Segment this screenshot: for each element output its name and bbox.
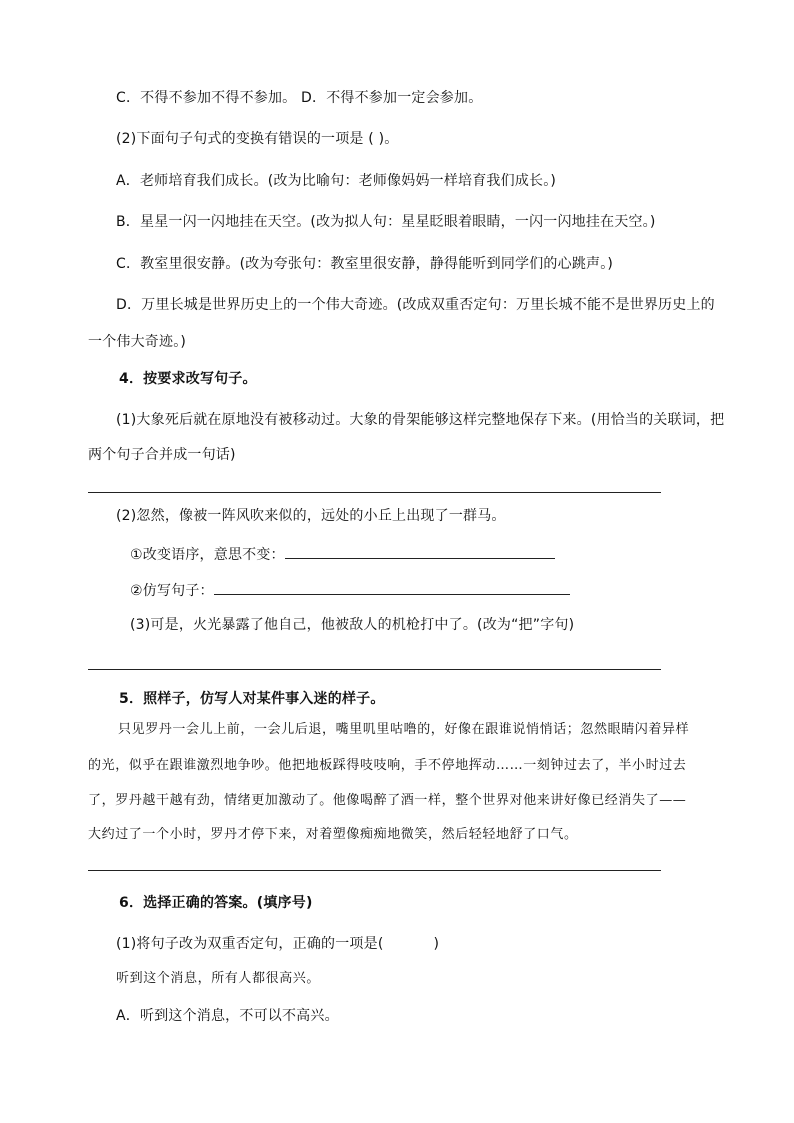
q4-2-sub2 xyxy=(130,580,570,600)
q5-title: 5．照样子，仿写人对某件事入迷的样子。 xyxy=(119,691,385,707)
q3-2-option-a: A．老师培育我们成长。(改为比喻句：老师像妈妈一样培育我们成长。) xyxy=(116,173,557,189)
q3-2-option-d-line2: 一个伟大奇迹。) xyxy=(88,334,187,350)
q6-1-option-a: A．听到这个消息，不可以不高兴。 xyxy=(116,1008,339,1024)
q6-1-stem xyxy=(116,935,439,953)
q4-2-sub1-blank[interactable] xyxy=(285,544,555,559)
q4-1-line1: (1)大象死后就在原地没有被移动过。大象的骨架能够这样完整地保存下来。(用恰当的关联词，把 xyxy=(116,412,725,428)
q4-1-line2: 两个句子合并成一句话) xyxy=(88,447,236,463)
q3-options-c-d: C．不得不参加不得不参加。 D．不得不参加一定会参加。 xyxy=(116,90,483,106)
q4-3-answer-line[interactable] xyxy=(88,669,661,670)
q5-passage-line1: 只见罗丹一会儿上前，一会儿后退，嘴里叽里咕噜的，好像在跟谁说悄悄话；忽然眼睛闪着异样 xyxy=(118,722,690,737)
q3-2-stem: (2)下面句子句式的变换有错误的一项是 ( )。 xyxy=(116,131,399,147)
q4-2-sub1 xyxy=(130,544,555,564)
q4-2-sub1-label: ①改变语序，意思不变： xyxy=(130,547,285,563)
q3-2-option-d-line1: D．万里长城是世界历史上的一个伟大奇迹。(改成双重否定句：万里长城不能不是世界历史上的 xyxy=(116,297,715,313)
q5-passage-line3: 了，罗丹越干越有劲，情绪更加激动了。他像喝醉了酒一样，整个世界对他来讲好像已经消失了—— xyxy=(88,793,687,808)
q4-2-sub2-label: ②仿写句子： xyxy=(130,583,214,599)
q4-2-stem: (2)忽然，像被一阵风吹来似的，远处的小丘上出现了一群马。 xyxy=(116,508,506,524)
q4-title: 4．按要求改写句子。 xyxy=(119,371,257,387)
q5-answer-line[interactable] xyxy=(88,870,661,871)
q6-1-sentence: 听到这个消息，所有人都很高兴。 xyxy=(116,971,321,986)
q6-1-stem-text: (1)将句子改为双重否定句，正确的一项是( xyxy=(116,936,384,952)
q6-title: 6．选择正确的答案。(填序号) xyxy=(119,895,313,911)
q4-2-sub2-blank[interactable] xyxy=(214,580,570,595)
q5-passage-line4: 大约过了一个小时，罗丹才停下来，对着塑像痴痴地微笑，然后轻轻地舒了口气。 xyxy=(88,827,578,842)
q3-2-option-c: C．教室里很安静。(改为夸张句：教室里很安静，静得能听到同学们的心跳声。) xyxy=(116,256,614,272)
q6-1-stem-close: ) xyxy=(433,936,440,952)
q4-3: (3)可是，火光暴露了他自己，他被敌人的机枪打中了。(改为“把”字句) xyxy=(130,617,575,633)
q5-passage-line2: 的光，似乎在跟谁激烈地争吵。他把地板踩得吱吱响，手不停地挥动……一刻钟过去了，半小时过去 xyxy=(88,758,687,773)
q3-2-option-b: B．星星一闪一闪地挂在天空。(改为拟人句：星星眨眼着眼睛，一闪一闪地挂在天空。) xyxy=(116,214,656,230)
q4-1-answer-line[interactable] xyxy=(88,492,661,493)
